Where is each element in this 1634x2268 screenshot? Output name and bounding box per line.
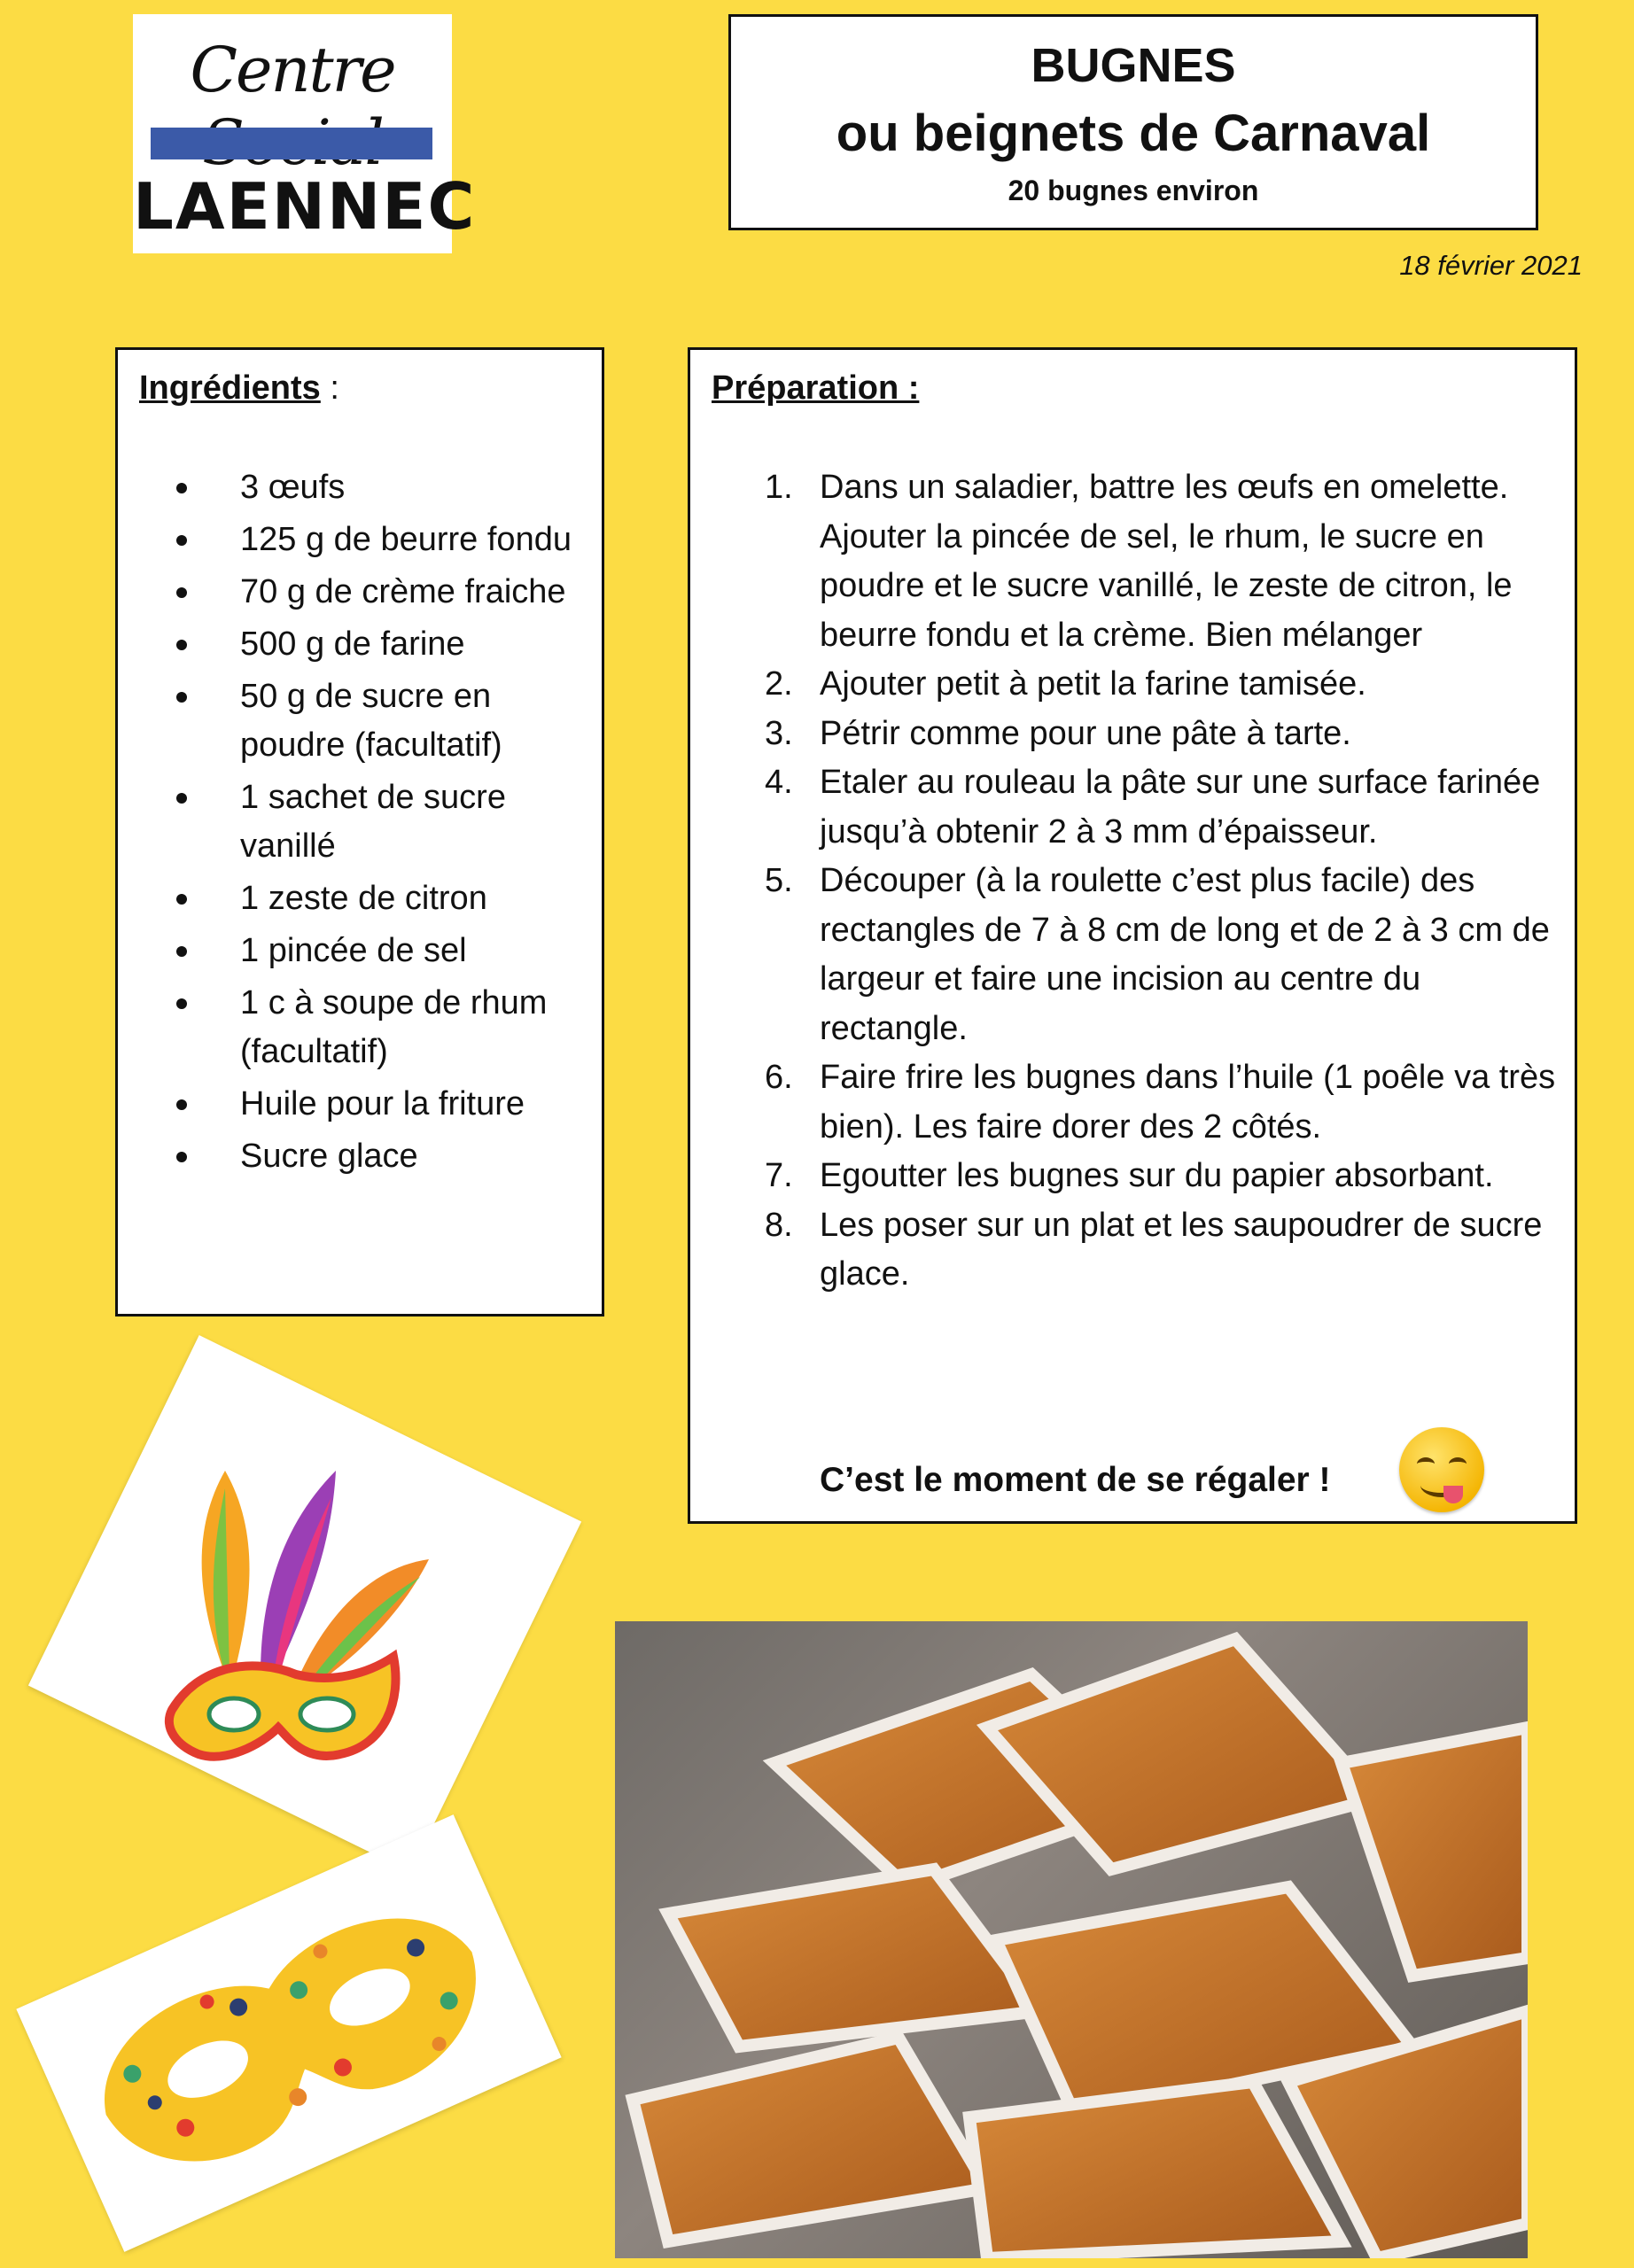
ingredient-item: 1 sachet de sucre vanillé (143, 773, 595, 871)
recipe-date: 18 février 2021 (1399, 250, 1583, 281)
polka-dot-mask (16, 1814, 561, 2252)
step-text: Dans un saladier, battre les œufs en omelette. Ajouter la pincée de sel, le rhum, le sucre en poudre et le sucre vanillé, le zeste de citron, le beurre fondu et la crème. Bien mélanger (820, 469, 1513, 654)
closing-text: C’est le moment de se régaler ! (820, 1461, 1331, 1499)
preparation-heading (712, 369, 919, 408)
step-number: 8. (765, 1206, 793, 1244)
carnival-feather-mask (28, 1335, 581, 1872)
recipe-servings: 20 bugnes environ (1008, 175, 1259, 206)
ingredient-item: Huile pour la friture (143, 1080, 595, 1129)
preparation-step (712, 1152, 1562, 1201)
yum-emoji-icon (1399, 1427, 1484, 1512)
polka-dot-mask-illustration (16, 1814, 561, 2252)
recipe-title: BUGNES (1031, 39, 1236, 92)
ingredients-heading-text: Ingrédients (139, 369, 321, 407)
preparation-step (712, 857, 1562, 1053)
step-number: 1. (765, 469, 793, 506)
ingredients-box (115, 347, 604, 1317)
bugnes-photo (615, 1621, 1528, 2258)
step-text: Découper (à la roulette c’est plus facile) des rectangles de 7 à 8 cm de long et de 2 à 3 cm de largeur et faire une incision au centre du rectangle. (820, 862, 1550, 1047)
centre-social-logo (133, 14, 477, 253)
bugnes-photo-illustration (615, 1621, 1528, 2258)
ingredients-heading-colon: : (320, 369, 339, 407)
preparation-step (712, 1201, 1562, 1300)
ingredient-item: 70 g de crème fraiche (143, 568, 595, 617)
step-text: Ajouter petit à petit la farine tamisée. (820, 665, 1366, 703)
step-text: Etaler au rouleau la pâte sur une surface farinée jusqu’à obtenir 2 à 3 mm d’épaisseur. (820, 764, 1541, 850)
step-number: 7. (765, 1157, 793, 1194)
preparation-step (712, 1053, 1562, 1152)
preparation-box (688, 347, 1577, 1524)
ingredient-item: 1 pincée de sel (143, 927, 595, 975)
step-text: Faire frire les bugnes dans l’huile (1 poêle va très bien). Les faire dorer des 2 côtés. (820, 1059, 1556, 1146)
step-number: 5. (765, 862, 793, 899)
step-number: 6. (765, 1059, 793, 1096)
logo-script-text: Centre (190, 34, 395, 106)
ingredient-item: 125 g de beurre fondu (143, 516, 595, 564)
ingredient-item: 50 g de sucre en poudre (facultatif) (143, 672, 595, 770)
ingredient-item: 500 g de farine (143, 620, 595, 669)
ingredient-item: 1 c à soupe de rhum (facultatif) (143, 979, 595, 1076)
preparation-step (712, 758, 1562, 857)
step-number: 3. (765, 714, 793, 752)
preparation-step (712, 463, 1562, 660)
logo-bar (151, 128, 432, 159)
ingredient-item: Sucre glace (143, 1132, 595, 1181)
title-box (728, 14, 1538, 230)
ingredient-item: 3 œufs (143, 463, 595, 512)
preparation-steps (712, 463, 1562, 1300)
ingredient-item: 1 zeste de citron (143, 874, 595, 923)
feather-mask-illustration (28, 1335, 581, 1872)
recipe-subtitle: ou beignets de Carnaval (836, 105, 1431, 162)
step-number: 2. (765, 665, 793, 703)
closing-line (712, 1454, 1331, 1507)
step-text: Pétrir comme pour une pâte à tarte. (820, 714, 1351, 752)
step-text: Les poser sur un plat et les saupoudrer de sucre glace. (820, 1206, 1543, 1293)
step-number: 4. (765, 764, 793, 801)
preparation-heading-text: Préparation : (712, 369, 920, 407)
ingredients-list (143, 463, 595, 1184)
step-text: Egoutter les bugnes sur du papier absorbant. (820, 1157, 1494, 1194)
preparation-step (712, 660, 1562, 710)
logo-name: LAENNEC (133, 169, 477, 244)
ingredients-heading (139, 369, 339, 408)
preparation-step (712, 710, 1562, 759)
